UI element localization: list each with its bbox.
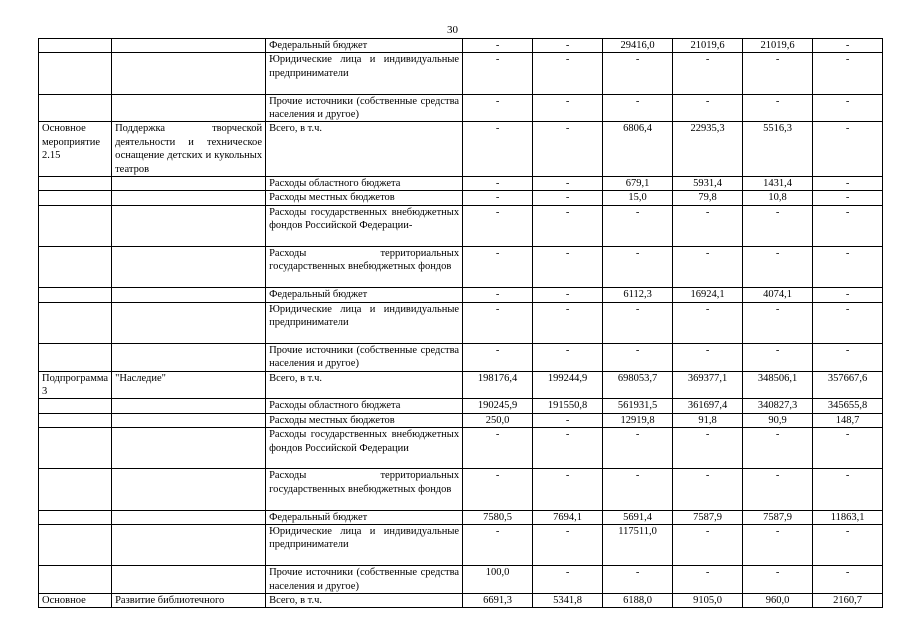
funding-source: Прочие источники (собственные средства населения и другое) — [266, 343, 463, 371]
amount-cell: - — [533, 205, 603, 246]
amount-cell: 2160,7 — [813, 594, 883, 608]
program-name-cell — [112, 399, 266, 413]
program-name-cell — [112, 122, 266, 177]
program-code-cell — [39, 510, 112, 524]
program-name-cell — [112, 94, 266, 122]
funding-source: Всего, в т.ч. — [266, 122, 463, 177]
amount-cell: 6112,3 — [603, 288, 673, 302]
amount-cell: 29416,0 — [603, 39, 673, 53]
amount-cell: - — [463, 191, 533, 205]
amount-cell: - — [743, 469, 813, 510]
table-row — [39, 247, 883, 288]
program-code-cell — [39, 343, 112, 371]
program-name-cell — [112, 191, 266, 205]
program-name-cell — [112, 510, 266, 524]
amount-cell: - — [813, 566, 883, 594]
table-row — [39, 469, 883, 510]
table-row — [39, 53, 883, 94]
amount-cell: 369377,1 — [673, 371, 743, 399]
program-name-cell — [112, 428, 266, 469]
amount-cell: 6188,0 — [603, 594, 673, 608]
program-name: Развитие библиотечного — [115, 595, 225, 607]
amount-cell: - — [533, 191, 603, 205]
amount-cell: - — [533, 343, 603, 371]
amount-cell: - — [463, 177, 533, 191]
table-row — [39, 594, 883, 608]
amount-cell: 148,7 — [813, 413, 883, 427]
amount-cell: - — [463, 288, 533, 302]
table-row — [39, 39, 883, 53]
amount-cell: 16924,1 — [673, 288, 743, 302]
program-code: Основное — [42, 595, 86, 607]
program-name-cell — [112, 469, 266, 510]
program-name-cell — [112, 205, 266, 246]
program-code-cell — [39, 302, 112, 343]
amount-cell: - — [533, 177, 603, 191]
table-row — [39, 428, 883, 469]
amount-cell: - — [813, 302, 883, 343]
amount-cell: - — [673, 94, 743, 122]
amount-cell: 12919,8 — [603, 413, 673, 427]
program-code: Подпрограмма 3 — [42, 372, 109, 398]
program-code-cell — [39, 53, 112, 94]
table-row — [39, 302, 883, 343]
program-code-cell — [39, 39, 112, 53]
program-name-cell — [112, 53, 266, 94]
amount-cell: - — [603, 428, 673, 469]
amount-cell: 90,9 — [743, 413, 813, 427]
budget-table — [38, 38, 883, 608]
amount-cell: 960,0 — [743, 594, 813, 608]
amount-cell: - — [533, 94, 603, 122]
amount-cell: - — [463, 53, 533, 94]
amount-cell: - — [463, 525, 533, 566]
amount-cell: - — [673, 53, 743, 94]
amount-cell: 5691,4 — [603, 510, 673, 524]
table-row — [39, 122, 883, 177]
amount-cell: 1431,4 — [743, 177, 813, 191]
amount-cell: - — [743, 566, 813, 594]
amount-cell: 10,8 — [743, 191, 813, 205]
program-code-cell — [39, 288, 112, 302]
program-code-cell — [39, 122, 112, 177]
funding-source: Прочие источники (собственные средства населения и другое) — [266, 566, 463, 594]
amount-cell: - — [673, 428, 743, 469]
amount-cell: - — [813, 525, 883, 566]
amount-cell: - — [463, 205, 533, 246]
amount-cell: 21019,6 — [673, 39, 743, 53]
amount-cell: 5341,8 — [533, 594, 603, 608]
program-code-cell — [39, 566, 112, 594]
program-code-cell — [39, 371, 112, 399]
funding-source: Расходы местных бюджетов — [266, 413, 463, 427]
table-row — [39, 399, 883, 413]
amount-cell: 79,8 — [673, 191, 743, 205]
amount-cell: 561931,5 — [603, 399, 673, 413]
amount-cell: - — [533, 247, 603, 288]
amount-cell: - — [463, 247, 533, 288]
funding-source: Федеральный бюджет — [266, 39, 463, 53]
program-name-cell — [112, 594, 266, 608]
amount-cell: - — [533, 413, 603, 427]
amount-cell: - — [463, 469, 533, 510]
program-name-cell — [112, 525, 266, 566]
program-name: Поддержка творческой деятельности и техническое оснащение детских и кукольных театров — [115, 123, 263, 175]
program-name-cell — [112, 39, 266, 53]
amount-cell: 345655,8 — [813, 399, 883, 413]
amount-cell: - — [813, 53, 883, 94]
amount-cell: - — [603, 205, 673, 246]
table-row — [39, 288, 883, 302]
amount-cell: - — [463, 39, 533, 53]
program-code-cell — [39, 205, 112, 246]
amount-cell: - — [533, 428, 603, 469]
funding-source: Юридические лица и индивидуальные предприниматели — [266, 53, 463, 94]
budget-table-body — [39, 39, 883, 608]
amount-cell: - — [813, 122, 883, 177]
amount-cell: - — [673, 247, 743, 288]
amount-cell: - — [533, 566, 603, 594]
amount-cell: 22935,3 — [673, 122, 743, 177]
program-code: Основное мероприятие 2.15 — [42, 123, 100, 162]
amount-cell: - — [533, 39, 603, 53]
amount-cell: 357667,6 — [813, 371, 883, 399]
amount-cell: 191550,8 — [533, 399, 603, 413]
amount-cell: 698053,7 — [603, 371, 673, 399]
amount-cell: - — [463, 302, 533, 343]
amount-cell: 6806,4 — [603, 122, 673, 177]
amount-cell: - — [673, 205, 743, 246]
amount-cell: - — [463, 122, 533, 177]
amount-cell: - — [673, 566, 743, 594]
amount-cell: - — [813, 191, 883, 205]
program-code-cell — [39, 247, 112, 288]
program-name-cell — [112, 288, 266, 302]
amount-cell: - — [813, 469, 883, 510]
funding-source: Расходы местных бюджетов — [266, 191, 463, 205]
amount-cell: - — [603, 302, 673, 343]
program-code-cell — [39, 428, 112, 469]
table-row — [39, 205, 883, 246]
program-name-cell — [112, 177, 266, 191]
amount-cell: 5931,4 — [673, 177, 743, 191]
amount-cell: - — [743, 343, 813, 371]
amount-cell: 5516,3 — [743, 122, 813, 177]
amount-cell: - — [533, 122, 603, 177]
amount-cell: - — [743, 428, 813, 469]
amount-cell: 117511,0 — [603, 525, 673, 566]
program-code-cell — [39, 469, 112, 510]
funding-source: Прочие источники (собственные средства населения и другое) — [266, 94, 463, 122]
amount-cell: - — [743, 53, 813, 94]
program-name: "Наследие" — [115, 372, 166, 384]
amount-cell: - — [673, 469, 743, 510]
amount-cell: - — [673, 302, 743, 343]
amount-cell: 91,8 — [673, 413, 743, 427]
amount-cell: 190245,9 — [463, 399, 533, 413]
amount-cell: 4074,1 — [743, 288, 813, 302]
amount-cell: 7587,9 — [743, 510, 813, 524]
table-row — [39, 371, 883, 399]
amount-cell: - — [743, 94, 813, 122]
amount-cell: - — [533, 302, 603, 343]
amount-cell: - — [603, 94, 673, 122]
amount-cell: - — [673, 343, 743, 371]
amount-cell: - — [603, 247, 673, 288]
table-row — [39, 510, 883, 524]
funding-source: Федеральный бюджет — [266, 288, 463, 302]
amount-cell: 198176,4 — [463, 371, 533, 399]
funding-source: Расходы областного бюджета — [266, 399, 463, 413]
funding-source: Расходы областного бюджета — [266, 177, 463, 191]
program-name-cell — [112, 413, 266, 427]
funding-source: Расходы территориальных государственных внебюджетных фондов — [266, 247, 463, 288]
amount-cell: - — [743, 247, 813, 288]
amount-cell: 7580,5 — [463, 510, 533, 524]
table-row — [39, 413, 883, 427]
amount-cell: 21019,6 — [743, 39, 813, 53]
program-code-cell — [39, 413, 112, 427]
program-code-cell — [39, 525, 112, 566]
amount-cell: 361697,4 — [673, 399, 743, 413]
amount-cell: - — [533, 53, 603, 94]
funding-source: Юридические лица и индивидуальные предприниматели — [266, 302, 463, 343]
amount-cell: - — [743, 302, 813, 343]
program-name-cell — [112, 302, 266, 343]
amount-cell: - — [533, 288, 603, 302]
amount-cell: - — [463, 343, 533, 371]
amount-cell: - — [533, 469, 603, 510]
table-row — [39, 566, 883, 594]
program-code-cell — [39, 399, 112, 413]
amount-cell: - — [603, 343, 673, 371]
amount-cell: - — [603, 469, 673, 510]
amount-cell: 340827,3 — [743, 399, 813, 413]
program-name-cell — [112, 566, 266, 594]
funding-source: Юридические лица и индивидуальные предприниматели — [266, 525, 463, 566]
amount-cell: - — [463, 94, 533, 122]
funding-source: Всего, в т.ч. — [266, 594, 463, 608]
amount-cell: 7694,1 — [533, 510, 603, 524]
amount-cell: - — [813, 177, 883, 191]
amount-cell: 6691,3 — [463, 594, 533, 608]
program-name-cell — [112, 247, 266, 288]
program-name-cell — [112, 371, 266, 399]
amount-cell: - — [813, 343, 883, 371]
funding-source: Расходы государственных внебюджетных фондов Российской Федерации- — [266, 205, 463, 246]
table-row — [39, 191, 883, 205]
funding-source: Федеральный бюджет — [266, 510, 463, 524]
amount-cell: - — [813, 39, 883, 53]
amount-cell: - — [743, 525, 813, 566]
page-number: 30 — [447, 24, 458, 36]
amount-cell: - — [813, 205, 883, 246]
program-code-cell — [39, 177, 112, 191]
amount-cell: 15,0 — [603, 191, 673, 205]
amount-cell: - — [813, 288, 883, 302]
amount-cell: - — [463, 428, 533, 469]
program-name-cell — [112, 343, 266, 371]
program-code-cell — [39, 594, 112, 608]
amount-cell: - — [743, 205, 813, 246]
amount-cell: 679,1 — [603, 177, 673, 191]
funding-source: Всего, в т.ч. — [266, 371, 463, 399]
table-row — [39, 94, 883, 122]
table-row — [39, 177, 883, 191]
amount-cell: - — [603, 53, 673, 94]
amount-cell: - — [673, 525, 743, 566]
amount-cell: - — [813, 247, 883, 288]
amount-cell: 348506,1 — [743, 371, 813, 399]
amount-cell: - — [603, 566, 673, 594]
amount-cell: - — [813, 428, 883, 469]
amount-cell: 250,0 — [463, 413, 533, 427]
funding-source: Расходы государственных внебюджетных фондов Российской Федерации — [266, 428, 463, 469]
funding-source: Расходы территориальных государственных внебюджетных фондов — [266, 469, 463, 510]
amount-cell: 199244,9 — [533, 371, 603, 399]
amount-cell: - — [533, 525, 603, 566]
amount-cell: - — [813, 94, 883, 122]
program-code-cell — [39, 94, 112, 122]
amount-cell: 11863,1 — [813, 510, 883, 524]
amount-cell: 7587,9 — [673, 510, 743, 524]
table-row — [39, 343, 883, 371]
program-code-cell — [39, 191, 112, 205]
amount-cell: 100,0 — [463, 566, 533, 594]
table-row — [39, 525, 883, 566]
amount-cell: 9105,0 — [673, 594, 743, 608]
